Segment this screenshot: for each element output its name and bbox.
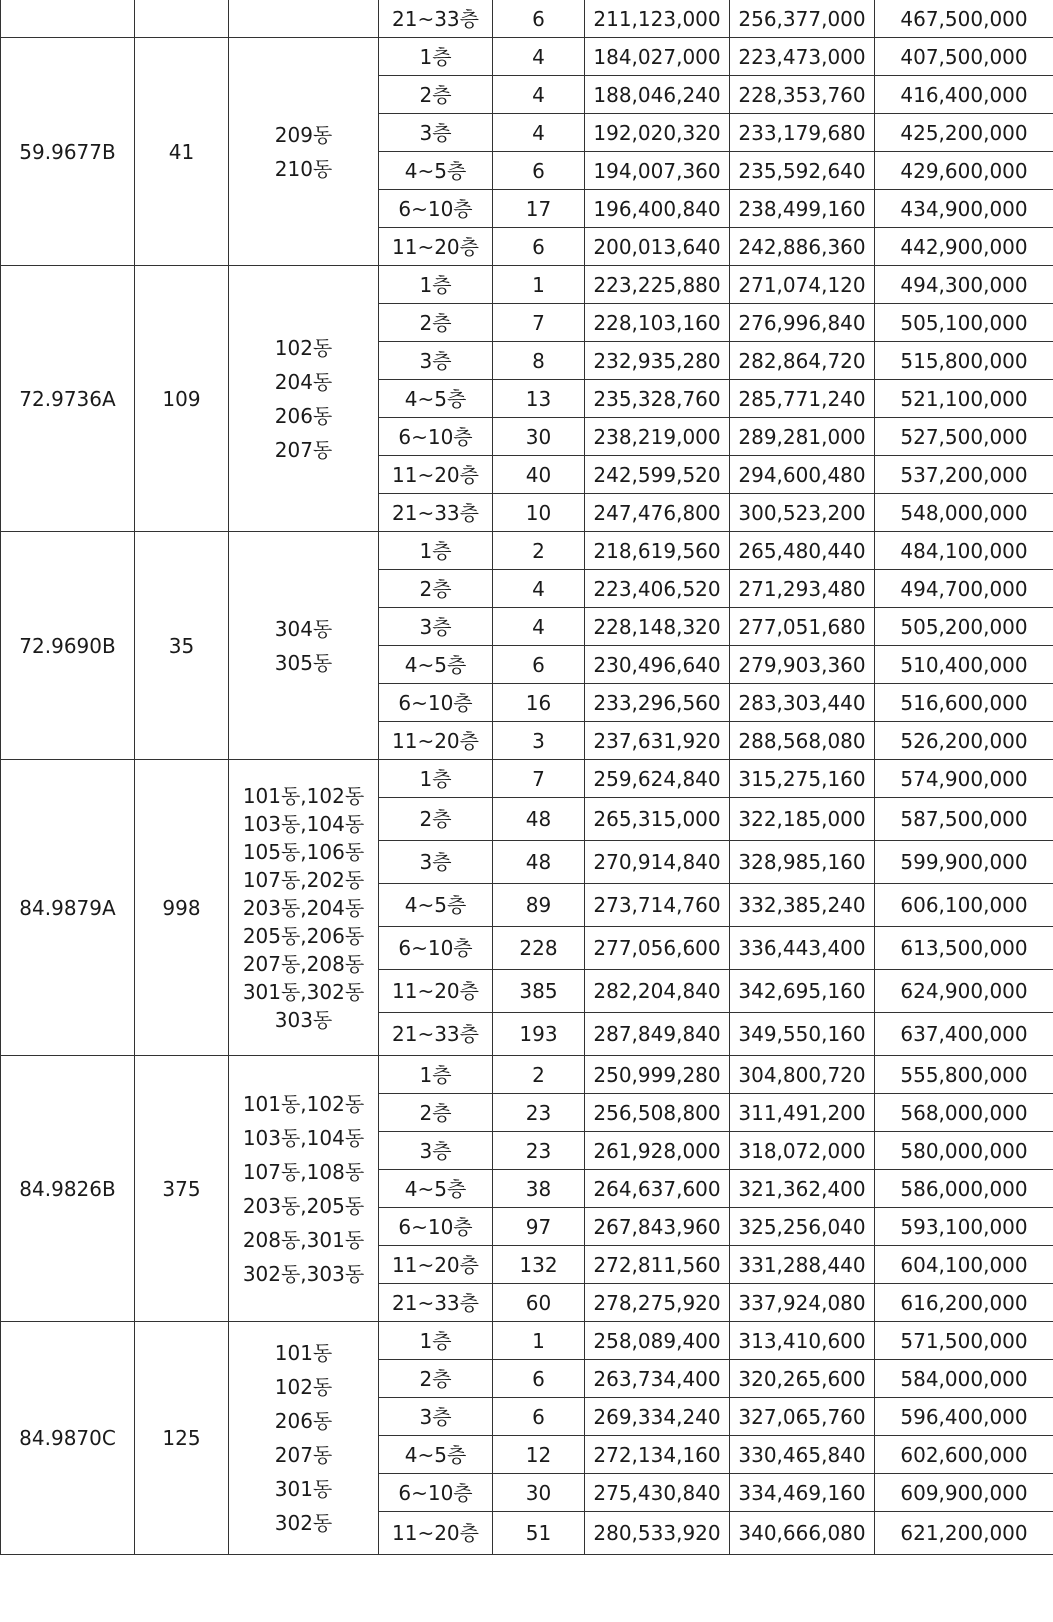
total-price-cell: 416,400,000: [875, 76, 1053, 114]
land-price-cell: 265,315,000: [585, 798, 730, 841]
land-price-cell: 223,406,520: [585, 570, 730, 608]
count-cell: 2: [493, 532, 585, 570]
dong-label: 303동: [274, 1007, 333, 1032]
dong-label: 301동,302동: [242, 979, 365, 1004]
floor-cell: 1층: [379, 760, 493, 798]
floor-cell: 21~33층: [379, 1013, 493, 1056]
floor-cell: 11~20층: [379, 1246, 493, 1284]
dong-label: 102동: [274, 335, 333, 360]
building-price-cell: 337,924,080: [730, 1284, 875, 1322]
building-price-cell: 283,303,440: [730, 684, 875, 722]
floor-cell: 6~10층: [379, 418, 493, 456]
floor-cell: 3층: [379, 608, 493, 646]
area-cell: 84.9826B: [1, 1056, 135, 1322]
building-price-cell: 271,074,120: [730, 266, 875, 304]
total-price-cell: 624,900,000: [875, 970, 1053, 1013]
total-price-cell: 584,000,000: [875, 1360, 1053, 1398]
dong-label: 103동,104동: [242, 1125, 365, 1150]
total-price-cell: 621,200,000: [875, 1512, 1053, 1555]
land-price-cell: 211,123,000: [585, 0, 730, 38]
units-cell: 125: [135, 1322, 229, 1555]
floor-cell: 4~5층: [379, 1436, 493, 1474]
count-cell: 228: [493, 927, 585, 970]
building-price-cell: 271,293,480: [730, 570, 875, 608]
floor-cell: 11~20층: [379, 228, 493, 266]
units-cell: [135, 0, 229, 38]
land-price-cell: 263,734,400: [585, 1360, 730, 1398]
land-price-cell: 287,849,840: [585, 1013, 730, 1056]
total-price-cell: 599,900,000: [875, 841, 1053, 884]
units-cell: 41: [135, 38, 229, 266]
count-cell: 30: [493, 418, 585, 456]
floor-cell: 2층: [379, 1360, 493, 1398]
floor-cell: 1층: [379, 1056, 493, 1094]
area-cell: 84.9870C: [1, 1322, 135, 1555]
total-price-cell: 548,000,000: [875, 494, 1053, 532]
count-cell: 6: [493, 0, 585, 38]
land-price-cell: 184,027,000: [585, 38, 730, 76]
total-price-cell: 407,500,000: [875, 38, 1053, 76]
land-price-cell: 196,400,840: [585, 190, 730, 228]
building-price-cell: 315,275,160: [730, 760, 875, 798]
total-price-cell: 637,400,000: [875, 1013, 1053, 1056]
total-price-cell: 616,200,000: [875, 1284, 1053, 1322]
building-price-cell: 342,695,160: [730, 970, 875, 1013]
building-price-cell: 233,179,680: [730, 114, 875, 152]
dong-label: 207동,208동: [242, 951, 365, 976]
land-price-cell: 242,599,520: [585, 456, 730, 494]
total-price-cell: 484,100,000: [875, 532, 1053, 570]
count-cell: 4: [493, 38, 585, 76]
land-price-cell: 228,103,160: [585, 304, 730, 342]
building-price-cell: 285,771,240: [730, 380, 875, 418]
building-price-cell: 279,903,360: [730, 646, 875, 684]
floor-cell: 3층: [379, 1132, 493, 1170]
floor-cell: 6~10층: [379, 684, 493, 722]
land-price-cell: 238,219,000: [585, 418, 730, 456]
building-price-cell: 321,362,400: [730, 1170, 875, 1208]
units-cell: 35: [135, 532, 229, 760]
total-price-cell: 613,500,000: [875, 927, 1053, 970]
count-cell: 16: [493, 684, 585, 722]
land-price-cell: 230,496,640: [585, 646, 730, 684]
building-price-cell: 330,465,840: [730, 1436, 875, 1474]
total-price-cell: 609,900,000: [875, 1474, 1053, 1512]
table-row: [1, 38, 1053, 76]
total-price-cell: 596,400,000: [875, 1398, 1053, 1436]
building-price-cell: 242,886,360: [730, 228, 875, 266]
total-price-cell: 429,600,000: [875, 152, 1053, 190]
total-price-cell: 494,300,000: [875, 266, 1053, 304]
dong-cell: [229, 0, 379, 38]
land-price-cell: 261,928,000: [585, 1132, 730, 1170]
table-row: [1, 0, 1053, 38]
total-price-cell: 537,200,000: [875, 456, 1053, 494]
floor-cell: 21~33층: [379, 1284, 493, 1322]
dong-label: 107동,202동: [242, 867, 365, 892]
count-cell: 6: [493, 1398, 585, 1436]
land-price-cell: 232,935,280: [585, 342, 730, 380]
floor-cell: 11~20층: [379, 456, 493, 494]
table-row: [1, 1322, 1053, 1360]
count-cell: 38: [493, 1170, 585, 1208]
units-cell: 375: [135, 1056, 229, 1322]
area-cell: 72.9690B: [1, 532, 135, 760]
total-price-cell: 425,200,000: [875, 114, 1053, 152]
floor-cell: 3층: [379, 841, 493, 884]
total-price-cell: 510,400,000: [875, 646, 1053, 684]
dong-label: 302동,303동: [242, 1261, 365, 1286]
building-price-cell: 300,523,200: [730, 494, 875, 532]
count-cell: 40: [493, 456, 585, 494]
building-price-cell: 282,864,720: [730, 342, 875, 380]
dong-label: 304동: [274, 616, 333, 641]
floor-cell: 21~33층: [379, 494, 493, 532]
units-cell: 109: [135, 266, 229, 532]
floor-cell: 1층: [379, 266, 493, 304]
count-cell: 30: [493, 1474, 585, 1512]
total-price-cell: 434,900,000: [875, 190, 1053, 228]
floor-cell: 3층: [379, 342, 493, 380]
total-price-cell: 521,100,000: [875, 380, 1053, 418]
area-cell: [1, 0, 135, 38]
dong-label: 207동: [274, 437, 333, 462]
count-cell: 3: [493, 722, 585, 760]
floor-cell: 21~33층: [379, 0, 493, 38]
land-price-cell: 223,225,880: [585, 266, 730, 304]
dong-label: 101동,102동: [242, 783, 365, 808]
dong-label: 208동,301동: [242, 1227, 365, 1252]
table-row: [1, 532, 1053, 570]
total-price-cell: 574,900,000: [875, 760, 1053, 798]
building-price-cell: 235,592,640: [730, 152, 875, 190]
dong-label: 301동: [274, 1477, 333, 1501]
building-price-cell: 332,385,240: [730, 884, 875, 927]
count-cell: 385: [493, 970, 585, 1013]
land-price-cell: 270,914,840: [585, 841, 730, 884]
land-price-cell: 259,624,840: [585, 760, 730, 798]
dong-label: 101동: [274, 1341, 333, 1365]
total-price-cell: 494,700,000: [875, 570, 1053, 608]
dong-label: 206동: [274, 403, 333, 428]
land-price-cell: 264,637,600: [585, 1170, 730, 1208]
dong-label: 103동,104동: [242, 811, 365, 836]
land-price-cell: 228,148,320: [585, 608, 730, 646]
building-price-cell: 325,256,040: [730, 1208, 875, 1246]
land-price-cell: 272,811,560: [585, 1246, 730, 1284]
floor-cell: 1층: [379, 1322, 493, 1360]
dong-label: 209동: [274, 122, 333, 147]
building-price-cell: 238,499,160: [730, 190, 875, 228]
building-price-cell: 311,491,200: [730, 1094, 875, 1132]
floor-cell: 3층: [379, 114, 493, 152]
building-price-cell: 349,550,160: [730, 1013, 875, 1056]
dong-label: 203동,205동: [242, 1193, 365, 1218]
building-price-cell: 322,185,000: [730, 798, 875, 841]
floor-cell: 2층: [379, 798, 493, 841]
building-price-cell: 228,353,760: [730, 76, 875, 114]
building-price-cell: 313,410,600: [730, 1322, 875, 1360]
land-price-cell: 280,533,920: [585, 1512, 730, 1555]
total-price-cell: 555,800,000: [875, 1056, 1053, 1094]
land-price-cell: 282,204,840: [585, 970, 730, 1013]
land-price-cell: 272,134,160: [585, 1436, 730, 1474]
land-price-cell: 258,089,400: [585, 1322, 730, 1360]
floor-cell: 3층: [379, 1398, 493, 1436]
area-cell: 84.9879A: [1, 760, 135, 1056]
table-row: [1, 760, 1053, 798]
floor-cell: 6~10층: [379, 1208, 493, 1246]
count-cell: 23: [493, 1094, 585, 1132]
count-cell: 1: [493, 266, 585, 304]
count-cell: 89: [493, 884, 585, 927]
count-cell: 193: [493, 1013, 585, 1056]
total-price-cell: 593,100,000: [875, 1208, 1053, 1246]
count-cell: 8: [493, 342, 585, 380]
building-price-cell: 331,288,440: [730, 1246, 875, 1284]
floor-cell: 2층: [379, 304, 493, 342]
dong-label: 305동: [274, 650, 333, 675]
land-price-cell: 275,430,840: [585, 1474, 730, 1512]
floor-cell: 4~5층: [379, 646, 493, 684]
total-price-cell: 606,100,000: [875, 884, 1053, 927]
land-price-cell: 247,476,800: [585, 494, 730, 532]
count-cell: 17: [493, 190, 585, 228]
count-cell: 4: [493, 570, 585, 608]
dong-cell: [229, 1322, 379, 1555]
total-price-cell: 442,900,000: [875, 228, 1053, 266]
count-cell: 132: [493, 1246, 585, 1284]
total-price-cell: 568,000,000: [875, 1094, 1053, 1132]
dong-label: 207동: [274, 1443, 333, 1467]
total-price-cell: 515,800,000: [875, 342, 1053, 380]
dong-label: 107동,108동: [242, 1159, 365, 1184]
floor-cell: 2층: [379, 76, 493, 114]
count-cell: 12: [493, 1436, 585, 1474]
building-price-cell: 336,443,400: [730, 927, 875, 970]
land-price-cell: 200,013,640: [585, 228, 730, 266]
area-cell: 59.9677B: [1, 38, 135, 266]
count-cell: 6: [493, 228, 585, 266]
building-price-cell: 327,065,760: [730, 1398, 875, 1436]
count-cell: 10: [493, 494, 585, 532]
total-price-cell: 602,600,000: [875, 1436, 1053, 1474]
total-price-cell: 505,200,000: [875, 608, 1053, 646]
building-price-cell: 304,800,720: [730, 1056, 875, 1094]
dong-cell: [229, 266, 379, 532]
total-price-cell: 586,000,000: [875, 1170, 1053, 1208]
price-table-body: [1, 0, 1053, 1555]
floor-cell: 6~10층: [379, 927, 493, 970]
building-price-cell: 340,666,080: [730, 1512, 875, 1555]
land-price-cell: 188,046,240: [585, 76, 730, 114]
floor-cell: 4~5층: [379, 1170, 493, 1208]
count-cell: 23: [493, 1132, 585, 1170]
floor-cell: 2층: [379, 570, 493, 608]
land-price-cell: 250,999,280: [585, 1056, 730, 1094]
count-cell: 4: [493, 608, 585, 646]
units-cell: 998: [135, 760, 229, 1056]
dong-label: 203동,204동: [242, 895, 365, 920]
count-cell: 4: [493, 114, 585, 152]
land-price-cell: 237,631,920: [585, 722, 730, 760]
land-price-cell: 192,020,320: [585, 114, 730, 152]
floor-cell: 4~5층: [379, 884, 493, 927]
land-price-cell: 194,007,360: [585, 152, 730, 190]
total-price-cell: 467,500,000: [875, 0, 1053, 38]
floor-cell: 11~20층: [379, 970, 493, 1013]
count-cell: 1: [493, 1322, 585, 1360]
building-price-cell: 277,051,680: [730, 608, 875, 646]
count-cell: 97: [493, 1208, 585, 1246]
count-cell: 48: [493, 841, 585, 884]
count-cell: 7: [493, 304, 585, 342]
table-row: [1, 1056, 1053, 1094]
total-price-cell: 526,200,000: [875, 722, 1053, 760]
total-price-cell: 505,100,000: [875, 304, 1053, 342]
building-price-cell: 328,985,160: [730, 841, 875, 884]
table-row: [1, 266, 1053, 304]
total-price-cell: 604,100,000: [875, 1246, 1053, 1284]
count-cell: 6: [493, 152, 585, 190]
count-cell: 13: [493, 380, 585, 418]
building-price-cell: 265,480,440: [730, 532, 875, 570]
building-price-cell: 223,473,000: [730, 38, 875, 76]
land-price-cell: 277,056,600: [585, 927, 730, 970]
count-cell: 2: [493, 1056, 585, 1094]
dong-label: 206동: [274, 1409, 333, 1433]
dong-cell: [229, 1056, 379, 1322]
building-price-cell: 288,568,080: [730, 722, 875, 760]
dong-cell: [229, 760, 379, 1056]
floor-cell: 4~5층: [379, 380, 493, 418]
dong-cell: [229, 38, 379, 266]
dong-label: 205동,206동: [242, 923, 365, 948]
building-price-cell: 318,072,000: [730, 1132, 875, 1170]
building-price-cell: 294,600,480: [730, 456, 875, 494]
total-price-cell: 516,600,000: [875, 684, 1053, 722]
land-price-cell: 278,275,920: [585, 1284, 730, 1322]
count-cell: 6: [493, 646, 585, 684]
land-price-cell: 233,296,560: [585, 684, 730, 722]
dong-label: 302동: [274, 1511, 333, 1535]
dong-label: 102동: [274, 1375, 333, 1399]
total-price-cell: 580,000,000: [875, 1132, 1053, 1170]
land-price-cell: 235,328,760: [585, 380, 730, 418]
building-price-cell: 276,996,840: [730, 304, 875, 342]
land-price-cell: 267,843,960: [585, 1208, 730, 1246]
floor-cell: 11~20층: [379, 1512, 493, 1555]
floor-cell: 6~10층: [379, 190, 493, 228]
floor-cell: 6~10층: [379, 1474, 493, 1512]
dong-label: 101동,102동: [242, 1091, 365, 1116]
land-price-cell: 273,714,760: [585, 884, 730, 927]
count-cell: 48: [493, 798, 585, 841]
land-price-cell: 218,619,560: [585, 532, 730, 570]
total-price-cell: 571,500,000: [875, 1322, 1053, 1360]
total-price-cell: 527,500,000: [875, 418, 1053, 456]
building-price-cell: 256,377,000: [730, 0, 875, 38]
building-price-cell: 334,469,160: [730, 1474, 875, 1512]
building-price-cell: 320,265,600: [730, 1360, 875, 1398]
floor-cell: 2층: [379, 1094, 493, 1132]
land-price-cell: 256,508,800: [585, 1094, 730, 1132]
dong-label: 204동: [274, 369, 333, 394]
count-cell: 4: [493, 76, 585, 114]
floor-cell: 4~5층: [379, 152, 493, 190]
floor-cell: 1층: [379, 532, 493, 570]
dong-label: 105동,106동: [242, 839, 365, 864]
count-cell: 7: [493, 760, 585, 798]
total-price-cell: 587,500,000: [875, 798, 1053, 841]
land-price-cell: 269,334,240: [585, 1398, 730, 1436]
count-cell: 51: [493, 1512, 585, 1555]
area-cell: 72.9736A: [1, 266, 135, 532]
count-cell: 60: [493, 1284, 585, 1322]
count-cell: 6: [493, 1360, 585, 1398]
building-price-cell: 289,281,000: [730, 418, 875, 456]
dong-label: 210동: [274, 156, 333, 181]
floor-cell: 1층: [379, 38, 493, 76]
dong-cell: [229, 532, 379, 760]
floor-cell: 11~20층: [379, 722, 493, 760]
